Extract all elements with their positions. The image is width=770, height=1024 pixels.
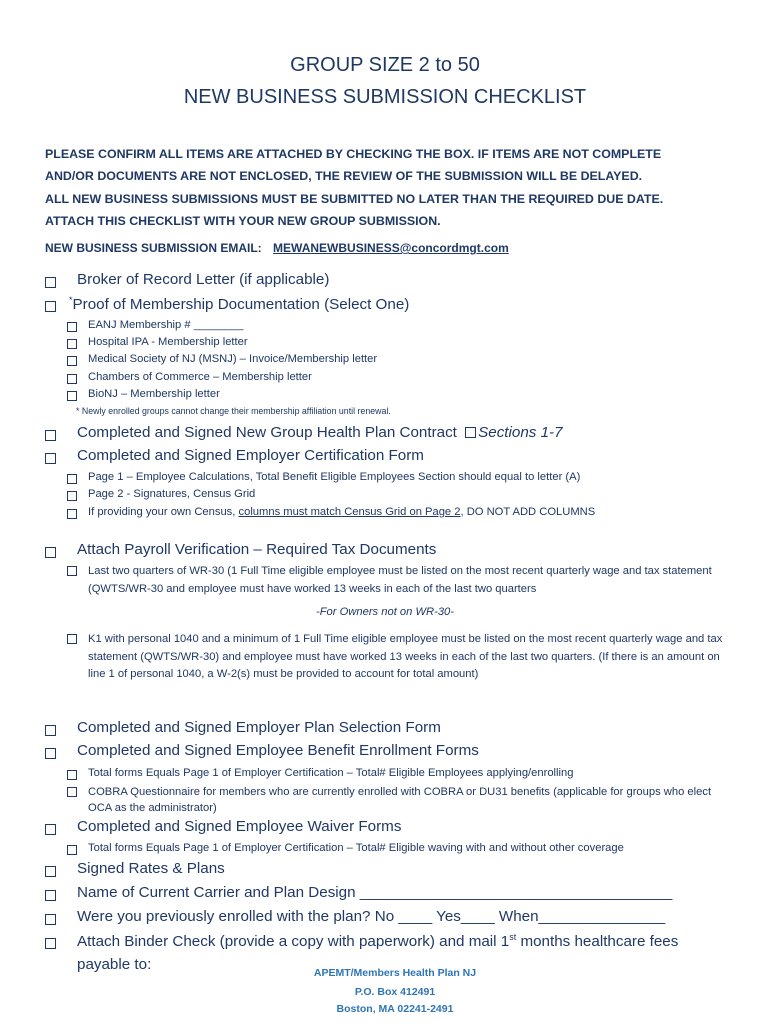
email-link[interactable]: MEWANEWBUSINESS@concordmgt.com [273, 241, 509, 255]
email-label: NEW BUSINESS SUBMISSION EMAIL: [45, 241, 262, 255]
checkbox[interactable] [45, 725, 56, 736]
checkbox[interactable] [67, 391, 77, 401]
checkbox[interactable] [45, 866, 56, 877]
checkbox[interactable] [67, 787, 77, 797]
page-title: GROUP SIZE 2 to 50 [290, 54, 480, 76]
checkbox[interactable] [67, 770, 77, 780]
checkbox[interactable] [45, 430, 56, 441]
checkbox[interactable] [67, 634, 77, 644]
checkbox[interactable] [67, 374, 77, 384]
checkbox[interactable] [67, 845, 77, 855]
mailing-address-pobox: P.O. Box 412491 [354, 986, 436, 998]
page-subtitle: NEW BUSINESS SUBMISSION CHECKLIST [183, 86, 587, 108]
checkbox[interactable] [45, 748, 56, 759]
checkbox[interactable] [45, 301, 56, 312]
checkbox[interactable] [45, 547, 56, 558]
mailing-address-city: Boston, MA 02241-2491 [336, 1003, 454, 1015]
checkbox[interactable] [45, 938, 56, 949]
checkbox[interactable] [67, 339, 77, 349]
checkbox[interactable] [67, 566, 77, 576]
checkbox[interactable] [67, 491, 77, 501]
mailing-address-name: APEMT/Members Health Plan NJ [313, 967, 477, 979]
checkbox[interactable] [45, 277, 56, 288]
checkbox[interactable] [45, 914, 56, 925]
checkbox[interactable] [67, 322, 77, 332]
checklist-page: GROUP SIZE 2 to 50 NEW BUSINESS SUBMISSION CHECKLIST PLEASE CONFIRM ALL ITEMS ARE ATTACHED BY CHECKING THE BOX. IF ITEMS ARE NOT COMPLETE AND/OR DOCUMENTS ARE NOT ENCLOSED, THE REVIEW OF THE SUBMISSION WILL BE DELAYED. ALL NEW BUSINESS SUBMISSIONS MUST BE SUBMITTED NO LATER THAN THE REQUIRED DUE DATE. ATTACH THIS CHECKLIST WITH YOUR NEW GROUP SUBMISSION. NEW BUSINESS SUBMISSION EMAIL: MEWANEWBUSINESS@concordmgt.com Broker of Record Letter (if applicable) *Proof of Membership Documentation (Select One) EANJ Membership # ________ Hospital IPA - Membership letter Medical Society of NJ (MSNJ) – Invoice/Membership letter Chambers of Commerce – Membership letter BioNJ – Membership letter * Newly enrolled groups cannot change their membership affiliation until renewal. Completed and Signed New Group Health Plan Contract Sections 1-7 Completed and Signed Employer Certification Form Page 1 – Employee Calculations, Total Benefit Eligible Employees Section should equal to letter (A) Page 2 - Signatures, Census Grid If providing your own Census, columns must match Census Grid on Page 2, DO NOT ADD COLUMNS Attach Payroll Verification – Required Tax Documents Last two quarters of WR-30 (1 Full Time eligible employee must be listed on the most recent quarterly wage and tax statement (QWTS/WR-30 and employee must have worked 13 weeks in each of the last two quarters -For Owners not on WR-30- K1 with personal 1040 and a minimum of 1 Full Time eligible employee must be listed on the most recent quarterly wage and tax statement (QWTS/WR-30) and employee must have worked 13 weeks in each of the last two quarters. (If there is an amount on line 1 of personal 1040, a W-2(s) must be provided to account for total amount) Completed and Signed Employer Plan Selection Form Completed and Signed Employee Benefit Enrollment Forms Total forms Equals Page 1 of Employer Certification – Total# Eligible Employees applying/enrolling COBRA Questionnaire for members who are currently enrolled with COBRA or DU31 benefits (applicable for groups who elect OCA as the administrator) Completed and Signed Employee Waiver Forms Total forms Equals Page 1 of Employer Certification – Total# Eligible waving with and without other coverage Signed Rates & Plans Name of Current Carrier and Plan Design _____________________________________ Were you previously enrolled with the plan? No ____ Yes____ When_______________ Attach Binder Check (provide a copy with paperwork) and mail 1st months healthcare fees payable to: APEMT/Members Health Plan NJ P.O. Box 412491 Boston, MA 02241-2491 [0, 0, 770, 1024]
submission-email-row [45, 241, 509, 255]
checkbox[interactable] [67, 474, 77, 484]
sections-checkbox[interactable] [465, 427, 476, 438]
checkbox[interactable] [67, 509, 77, 519]
membership-footnote: * Newly enrolled groups cannot change their membership affiliation until renewal. [76, 406, 391, 416]
owners-note: -For Owners not on WR-30- [315, 606, 454, 618]
checkbox[interactable] [45, 890, 56, 901]
checkbox[interactable] [45, 824, 56, 835]
checkbox[interactable] [67, 356, 77, 366]
instructions-notice: PLEASE CONFIRM ALL ITEMS ARE ATTACHED BY CHECKING THE BOX. IF ITEMS ARE NOT COMPLETE AND/OR DOCUMENTS ARE NOT ENCLOSED, THE REVIEW OF THE SUBMISSION WILL BE DELAYED. ALL NEW BUSINESS SUBMISSIONS MUST BE SUBMITTED NO LATER THAN THE REQUIRED DUE DATE. ATTACH THIS CHECKLIST WITH YOUR NEW GROUP SUBMISSION. [45, 147, 664, 229]
checkbox[interactable] [45, 453, 56, 464]
